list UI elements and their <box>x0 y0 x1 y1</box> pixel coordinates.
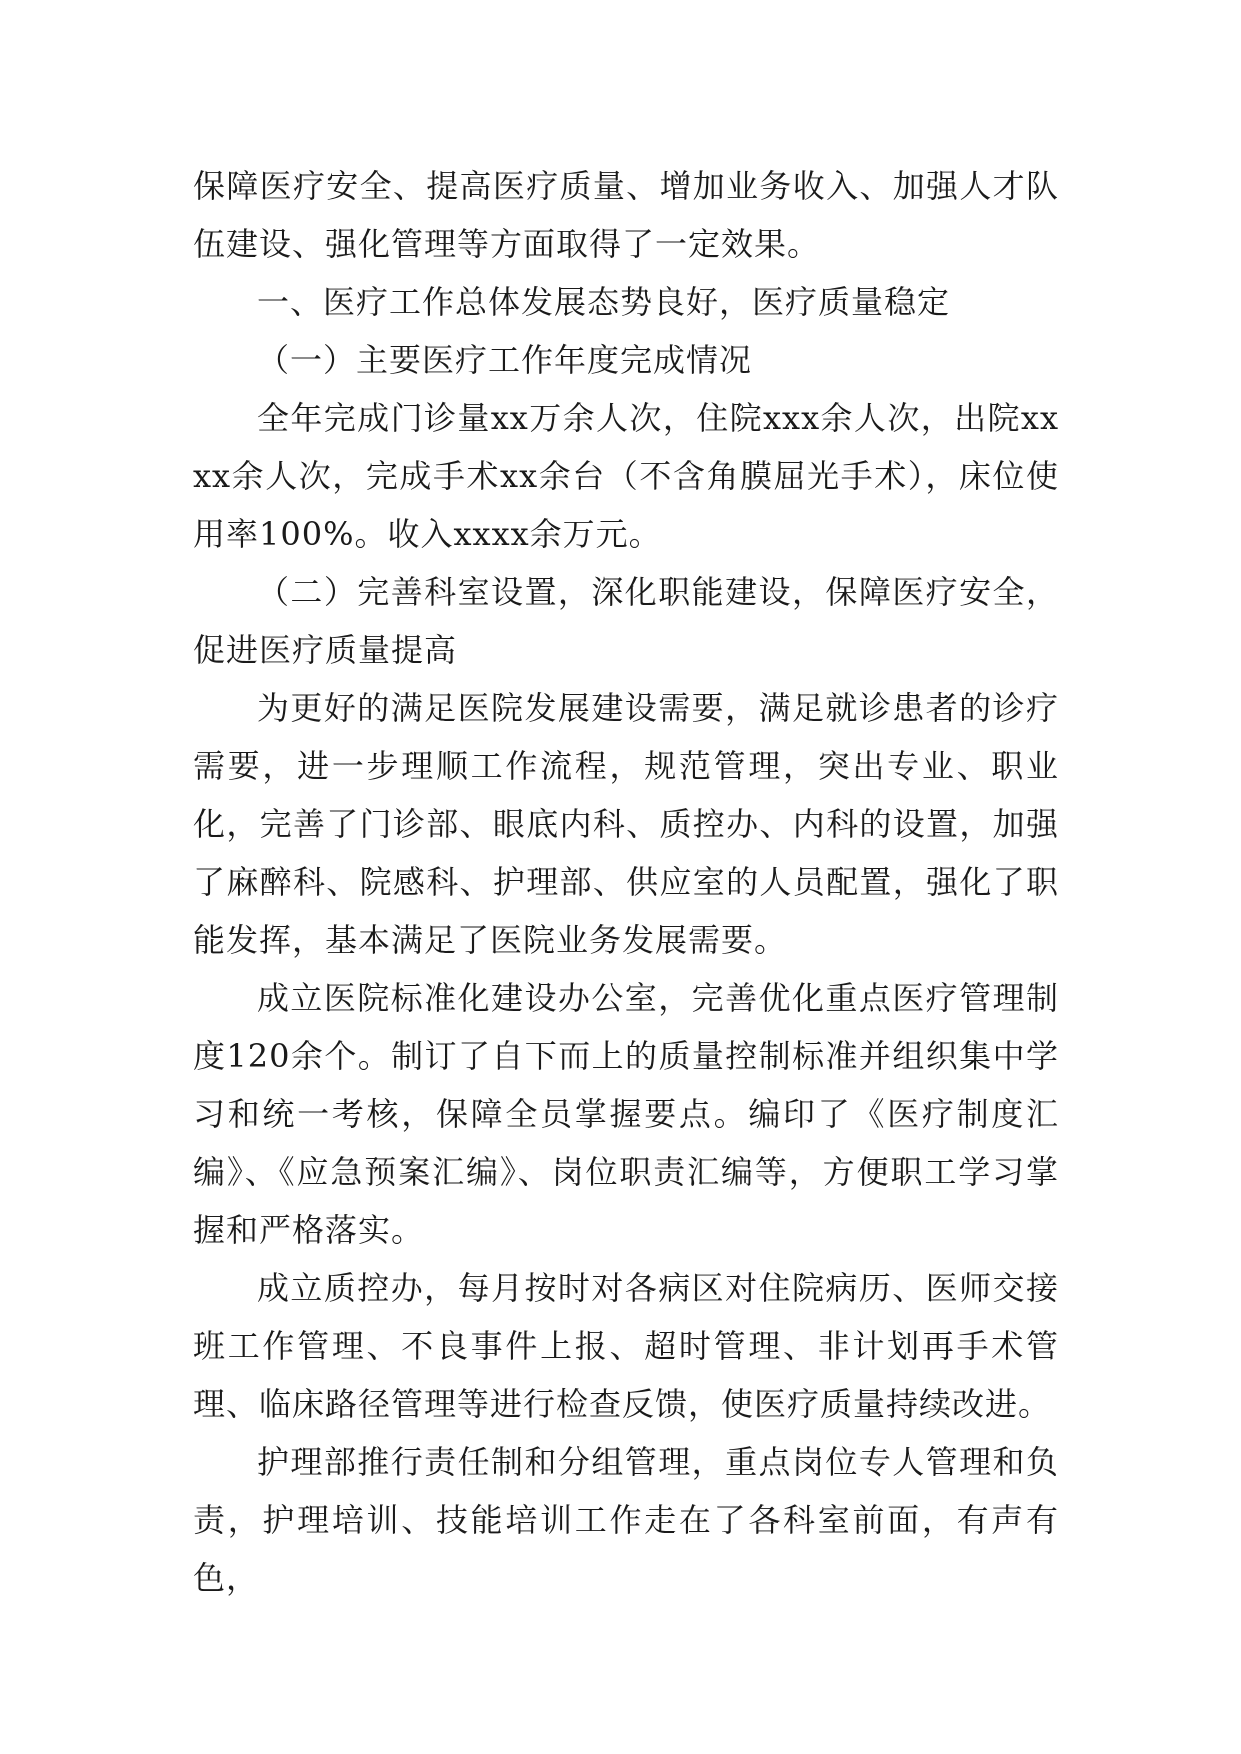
section-heading-1: 一、医疗工作总体发展态势良好，医疗质量稳定 <box>257 283 951 321</box>
paragraph-nursing: 护理部推行责任制和分组管理，重点岗位专人管理和负责，护理培训、技能培训工作走在了各科室前面，有声有色， <box>193 1443 1059 1597</box>
document-body <box>193 157 1059 1607</box>
paragraph-standardization-office: 成立医院标准化建设办公室，完善优化重点医疗管理制度120余个。制订了自下而上的质量控制标准并组织集中学习和统一考核，保障全员掌握要点。编印了《医疗制度汇编》、《应急预案汇编》、岗位职责汇编等，方便职工学习掌握和严格落实。 <box>193 979 1059 1249</box>
paragraph-continuation: 保障医疗安全、提高医疗质量、增加业务收入、加强人才队伍建设、强化管理等方面取得了一定效果。 <box>193 167 1059 263</box>
subsection-heading-1: （一）主要医疗工作年度完成情况 <box>257 341 753 379</box>
paragraph-annual-stats: 全年完成门诊量xx万余人次，住院xxx余人次，出院xxxx余人次，完成手术xx余台（不含角膜屈光手术），床位使用率100%。收入xxxx余万元。 <box>193 399 1059 553</box>
paragraph-department-setup: 为更好的满足医院发展建设需要，满足就诊患者的诊疗需要，进一步理顺工作流程，规范管理，突出专业、职业化，完善了门诊部、眼底内科、质控办、内科的设置，加强了麻醉科、院感科、护理部、供应室的人员配置，强化了职能发挥，基本满足了医院业务发展需要。 <box>193 689 1059 959</box>
paragraph-quality-control: 成立质控办，每月按时对各病区对住院病历、医师交接班工作管理、不良事件上报、超时管理、非计划再手术管理、临床路径管理等进行检查反馈，使医疗质量持续改进。 <box>193 1269 1059 1423</box>
subsection-heading-2: （二）完善科室设置，深化职能建设，保障医疗安全，促进医疗质量提高 <box>193 573 1059 669</box>
